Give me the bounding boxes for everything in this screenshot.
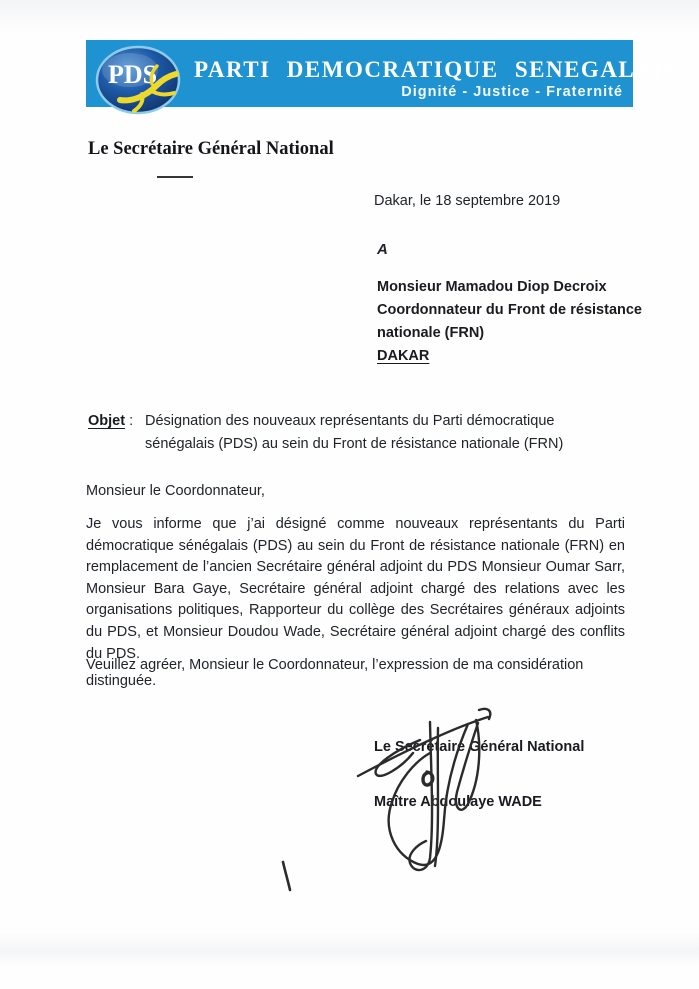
scan-artifact-top [0,0,699,34]
subject-colon: : [125,413,134,429]
dateline: Dakar, le 18 septembre 2019 [374,193,561,209]
pds-logo-icon [94,44,186,116]
scan-artifact-bottom [0,932,699,966]
body-paragraph: Je vous informe que j’ai désigné comme nouveaux représentants du Parti démocratique sénégalais (PDS) au sein du Front de résistance nationale (FRN) en remplacement de l’ancien Secrétaire général adjoint du PDS Monsieur Oumar Sarr, Monsieur Bara Gaye, Secrétaire général adjoint chargé des relations avec les organisations politiques, Rapporteur du collège des Secrétaires généraux adjoints du PDS, et Monsieur Doudou Wade, Secrétaire général adjoint chargé des conflits du PDS. [86,516,625,662]
heading-rule [157,176,193,178]
handwritten-signature [318,690,518,895]
logo-text: PDS [108,60,158,89]
recipient-prefix: A [377,241,388,258]
signature-name: Maître Abdoulaye WADE [374,794,542,810]
signature-title: Le Secrétaire Général National [374,739,585,755]
closing-line: Veuillez agréer, Monsieur le Coordonnateur, l’expression de ma considération distinguée. [86,657,584,689]
party-name: PARTI DEMOCRATIQUE SENEGALAIS [194,57,679,82]
recipient-city: DAKAR [377,348,430,364]
recipient-block [377,276,642,345]
stray-pen-mark [276,858,298,900]
subject-row [88,410,625,455]
recipient-title: Coordonnateur du Front de résistance nationale (FRN) [377,302,642,341]
recipient-name: Monsieur Mamadou Diop Decroix [377,279,607,295]
greeting: Monsieur le Coordonnateur, [86,483,265,499]
subject-label-wrap [88,410,145,455]
party-banner [86,40,679,107]
party-motto: Dignité - Justice - Fraternité [401,84,623,100]
subject-text: Désignation des nouveaux représentants du Parti démocratique sénégalais (PDS) au sein du Front de résistance nationale (FRN) [145,413,564,452]
sender-title: Le Secrétaire Général National [88,139,334,159]
subject-label: Objet [88,413,126,429]
